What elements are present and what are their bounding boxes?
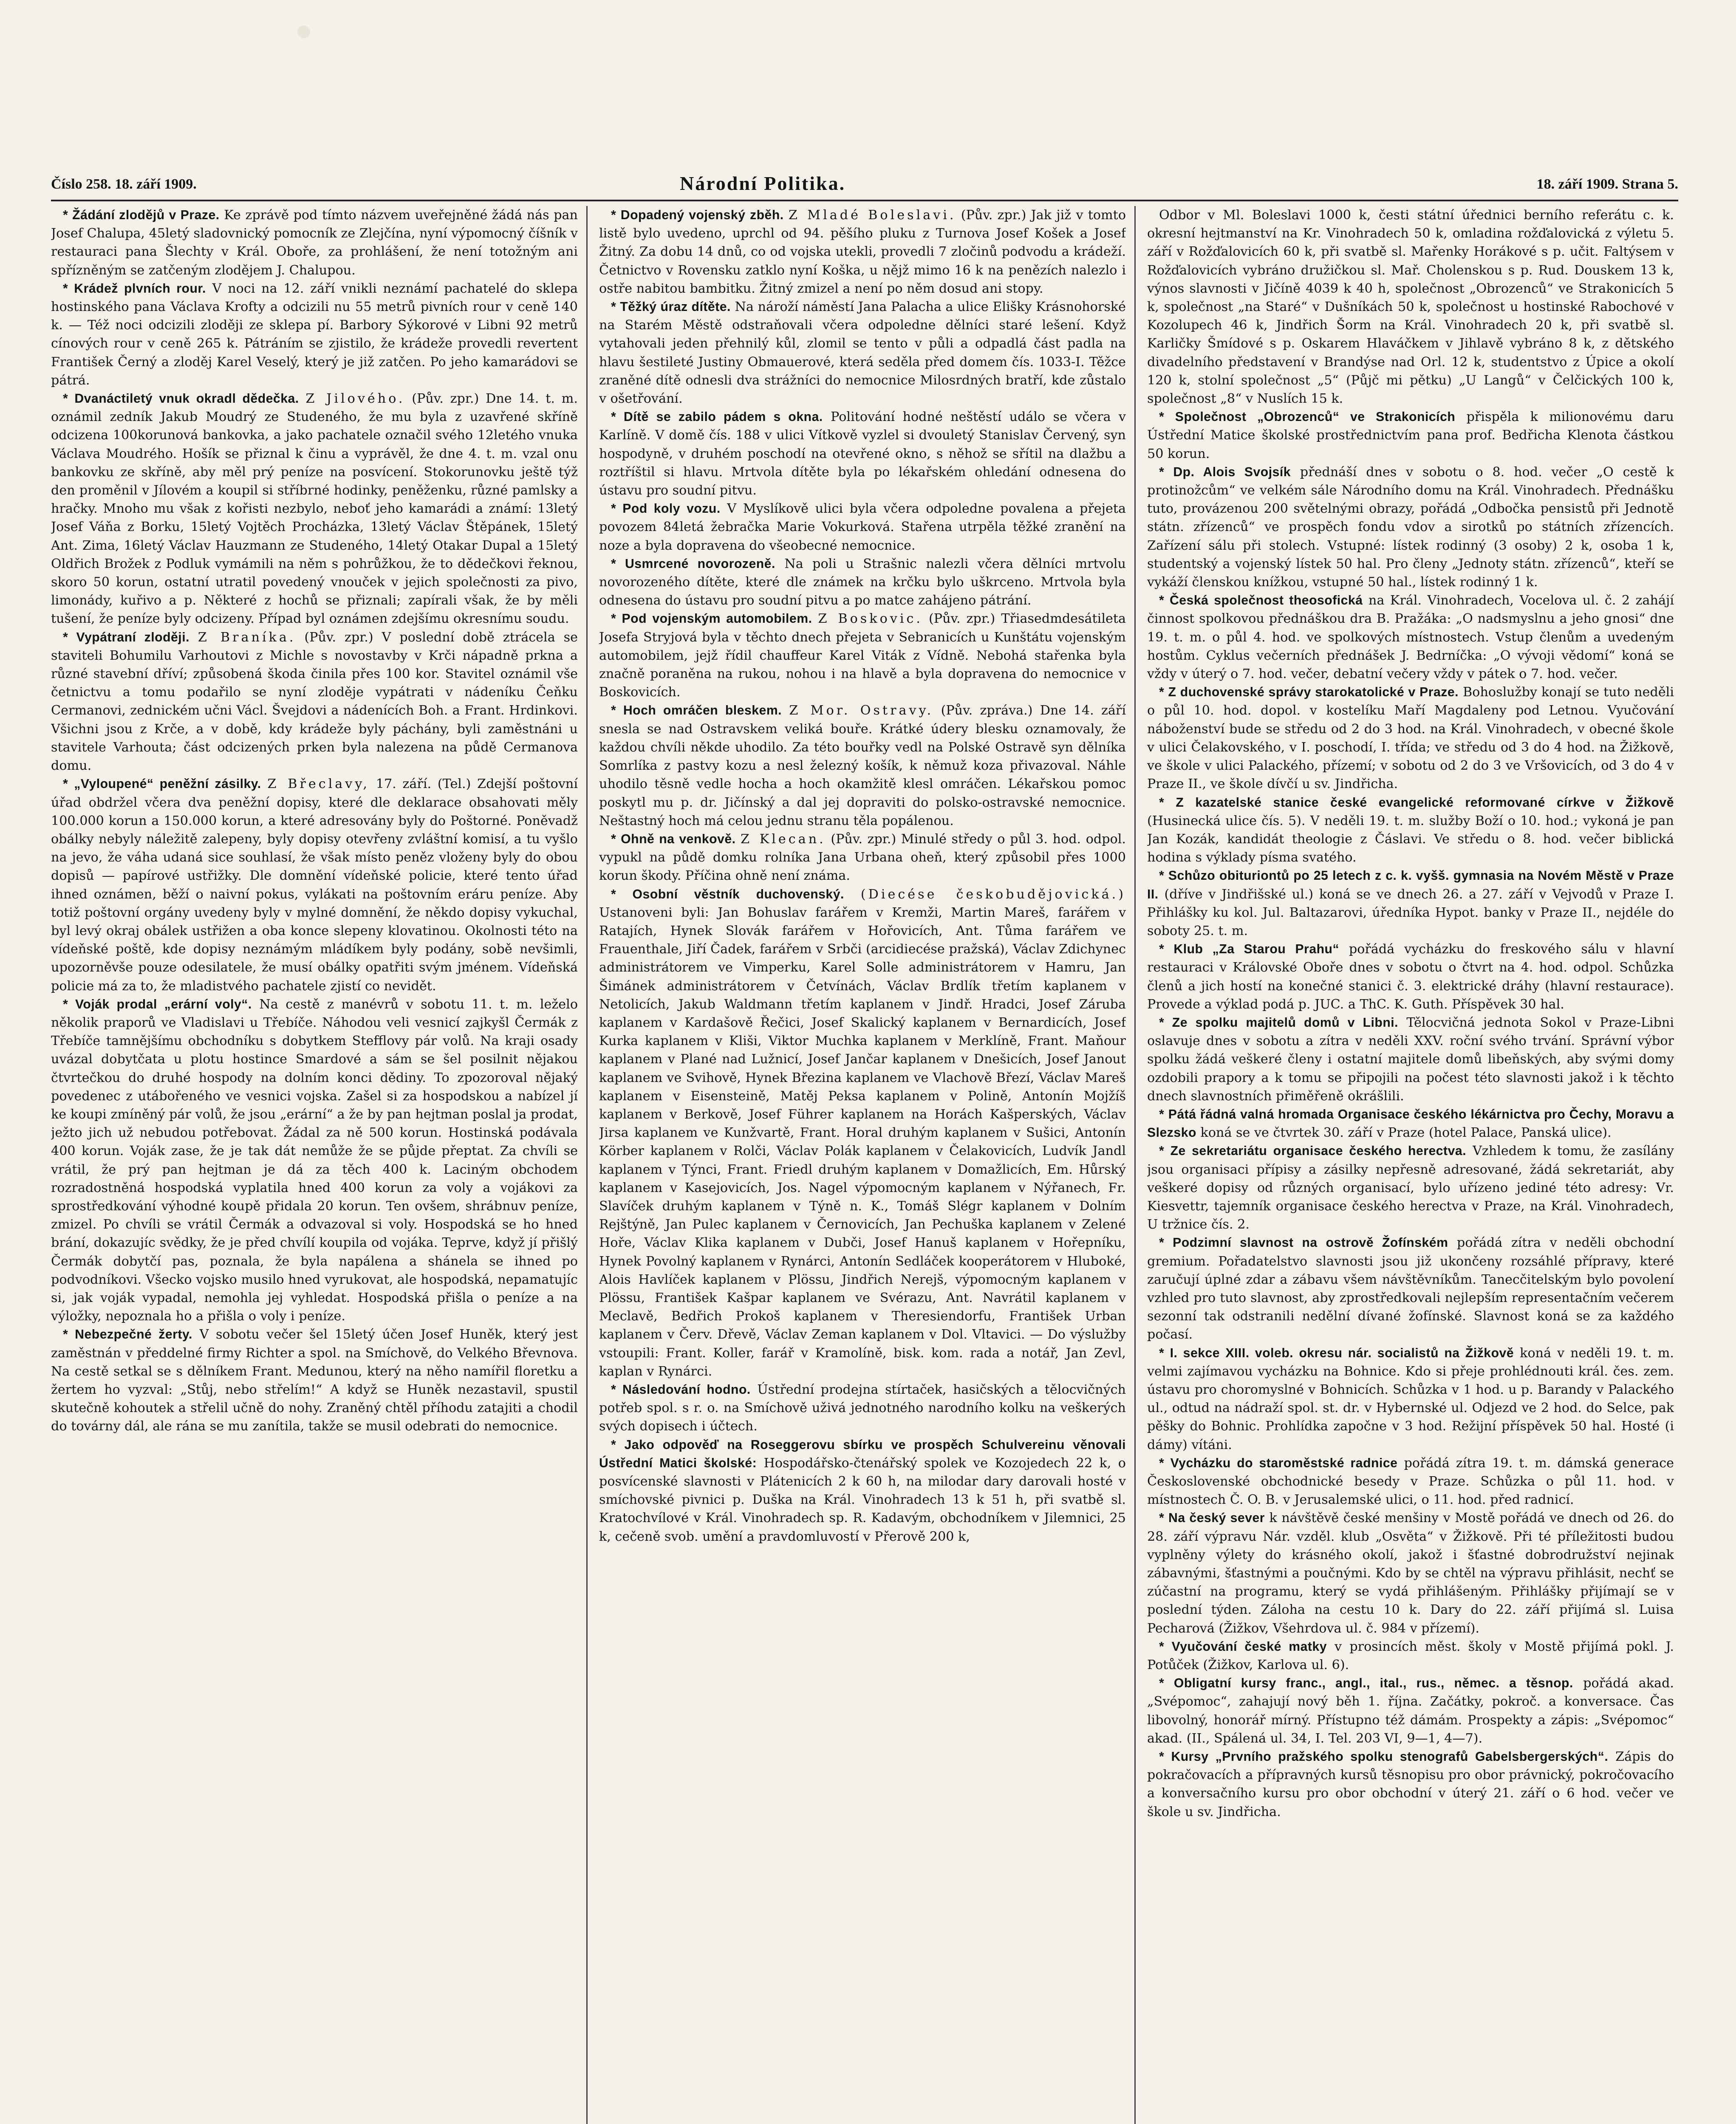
news-item-text: Hospodářsko-čtenářský spolek ve Kozojedech 22 k, o posvícenské slavnosti v Plátenicích 2 k 60 h, na milodar dary darovali hosté v smíchovské pivnici p. Duška na Král. Vinohradech 13 k 51 h, při svatbě sl. Kratochvílové v Král. Vinohradech sp. R. Kadavým, obchodníkem v Jilemnici, 25 k, cečeně svob. umění a pravdomluvostí v Přerově 200 k, bbox=[599, 1455, 1126, 1544]
news-item-place: Z Jilového. bbox=[305, 391, 405, 407]
page-header bbox=[51, 172, 1678, 202]
news-item-text: (Pův. zpráva.) Dne 14. září snesla se nad Ostravskem veliká bouře. Krátké údery blesku oznamovaly, že každou chvíli někde uhodilo. Za této bouřky vedl na Polské Ostravě syn dělníka Somrlíka z pastvy kozu a nesl železný košík, k němuž koza přivazoval. Náhle uhodilo těsně vedle hocha a hoch okamžitě klesl omráčen. Lékařskou pomoc poskytl mu p. dr. Jičínský a dal jej dopraviti do polsko-ostravské nemocnice. Neštastný hoch má celou jednu stranu těla popálenou. bbox=[599, 703, 1126, 828]
news-item bbox=[599, 1436, 1126, 1546]
news-item bbox=[1147, 1234, 1674, 1344]
news-item-text: V noci na 12. září vnikli neznámí pachatelé do sklepa hostinského pana Václava Krofty a odcizili nu 55 metrů pivních rour v ceně 140 k. — Též noci odcizili zloději ze sklepa pí. Barbory Sýkorové v Libni 92 metrů cínových rour v ceně 265 k. Pátráním se zjistilo, že krádeže provedli revertent František Černý a zloděj Karel Veselý, který je již zatčen. Po jeho kamarádovi se pátrá. bbox=[51, 281, 578, 388]
news-item-heading: * Pod koly vozu. bbox=[611, 502, 721, 516]
news-item bbox=[599, 206, 1126, 298]
news-item-text: Ke zprávě pod tímto názvem uveřejněné žádá nás pan Josef Chalupa, 45letý sladovnický pomocník ze Zlejčína, nyní výpomocný číšník v restauraci pana Šlechty v Král. Oboře, za prohlášení, že není totožným ani spřízněným se zatčeným zlodějem J. Chalupou. bbox=[51, 208, 578, 278]
news-item-text: V sobotu večer šel 15letý účen Josef Huněk, který jest zaměstnán v předdelné firmy Richter a spol. na Smíchově, do Velkého Břevnova. Na cestě setkal se s dělníkem Frant. Medunou, který na něho namířil floretku a žertem ho vyzval: „Stůj, nebo střelím!“ A když se Huněk nezastavil, spustil skutečně kohoutek a střelil učně do nohy. Zraněný chtěl příhodu zatajiti a chodil do továrny dál, ale rána se mu zanítila, takže se musil odebrati do nemocnice. bbox=[51, 1327, 578, 1434]
news-item-place: Z Boskovic. bbox=[818, 611, 923, 627]
news-item-text: koná v neděli 19. t. m. velmi zajímavou vycházku na Bohnice. Kdo si přeje prohlédnouti král. čes. zem. ústavu pro choromyslné v Bohnicích. Schůzka v 1 hod. u p. Barandy v Palackého ul., odtud na nádraží spol. st. dr. v Hybernské ul. Odjezd ve 2 hod. do Selce, pak pěšky do Bohnic. Prohlídka započne v 3 hod. Režijní příspěvek 50 hal. Hosté (i dámy) vítáni. bbox=[1147, 1345, 1674, 1452]
news-item-heading: * Kursy „Prvního pražského spolku stenografů Gabelsbergerských“. bbox=[1159, 1750, 1609, 1764]
news-item bbox=[599, 1381, 1126, 1436]
news-item-text: pořádá akad. „Svépomoc“, zahajují nový běh 1. října. Začátky, pokroč. a konversace. Čas libovolný, honorář mírný. Přístupno též dámám. Prospekty a zápis: „Svépomoc“ akad. (II., Spálená ul. 34, I. Tel. 203 VI, 9—1, 4—7). bbox=[1147, 1676, 1674, 1746]
news-item-text: Na nároží náměstí Jana Palacha a ulice Elišky Krásnohorské na Starém Městě odstraňovali včera odpoledne dělníci staré lešení. Když vytahovali jeden přehnilý kůl, zlomil se tento v půli a odpadlá část padla na hlavu šestileté Justiny Obmauerové, která seděla před domem čís. 1033-I. Těžce zraněné dítě odnesli dva strážníci do nemocnice Milosrdných bratří, kde zůstalo v ošetřování. bbox=[599, 299, 1126, 407]
column-3 bbox=[1147, 206, 1674, 2124]
news-item-text: Na poli u Strašnic nalezli včera dělníci mrtvolu novorozeného dítěte, které dle známek na krčku bylo uškrceno. Mrtvola byla odnesena do ústavu pro soudní pitvu a po matce zahájeno pátrání. bbox=[599, 556, 1126, 608]
news-item bbox=[51, 628, 578, 775]
news-item-heading: * „Vyloupené“ peněžní zásilky. bbox=[63, 777, 261, 791]
news-item-heading: * I. sekce XIII. voleb. okresu nár. socialistů na Žižkově bbox=[1159, 1346, 1514, 1360]
news-item bbox=[1147, 1638, 1674, 1674]
column-1 bbox=[51, 206, 578, 2124]
news-item-heading: * Schůzo obituriontů po 25 letech z c. k. vyšš. gymnasia na Novém Městě v Praze II. bbox=[1147, 869, 1674, 901]
news-item bbox=[1147, 794, 1674, 867]
news-item-text: na Král. Vinohradech, Vocelova ul. č. 2 zahájí činnost spolkovou přednáškou dra B. Pražáka: „O nadsmyslnu a jeho gnosi“ dne 19. t. m. o půl 4. hod. ve spolkových místnostech. Vstup členům a uvedeným hostům. Cyklus večerních přednášek J. Bedrníčka: „O vývoji vědomí“ koná se vždy v úterý o 7. hod. večer, debatní večery vždy v pátek o 7. hod. večer. bbox=[1147, 593, 1674, 682]
date-and-page: 18. září 1909. Strana 5. bbox=[1536, 176, 1678, 192]
news-item-heading: * Hoch omráčen bleskem. bbox=[611, 703, 782, 718]
news-item bbox=[1147, 940, 1674, 1014]
news-item-text: Tělocvičná jednota Sokol v Praze-Libni oslavuje dnes v sobotu a zítra v neděli XXV. roční svého trvání. Správní výbor spolku žádá veškeré členy i ostatní majitele domů libeňských, aby svými domy ozdobili prapory a k tomu se připojili na počest této slavnosti jakož i k těchto dnech slavnostních přiměřeně okrášlili. bbox=[1147, 1015, 1674, 1104]
ink-speck bbox=[297, 25, 310, 38]
news-item-heading: * Na český sever bbox=[1159, 1511, 1265, 1525]
news-item-text: Zápis do pokračovacích a přípravných kursů těsnopisu pro obor právnický, pokročovacího a konversačního kursu pro obor obchodní v úterý 21. září o 6 hod. večer ve škole u sv. Jindřicha. bbox=[1147, 1749, 1674, 1819]
news-item bbox=[599, 701, 1126, 830]
news-item-text: Ústřední prodejna stírtaček, hasičských a tělocvičných potřeb spol. s r. o. na Smíchově uživá jednotného narodního kolku na veškerých svých dopisech i účtech. bbox=[599, 1382, 1126, 1434]
news-item-place: (Diecése českobudějovická.) bbox=[860, 887, 1126, 902]
news-item bbox=[599, 408, 1126, 500]
news-item-text: 17. září. (Tel.) Zdejší poštovní úřad obdržel včera dva peněžní dopisy, které dle deklarace obsahovati měly 100.000 korun a 150.000 korun, a které adresovány byly do Poštorné. Poněvadž obálky nebyly náležitě zalepeny, byly dopisy otevřeny zvláštní komisí, a tu vyšlo na jevo, že váha udaná sice souhlasí, že však místo peněz vloženy byly do obou dopisů — papírové ustřižky. Dle domnění vídeňské policie, které tento úřad ihned oznámen, běží o naivní pokus, vylákati na poštovním eráru peníze. Aby totiž poštovní orgány uvedeny byly v mylné domnění, že někdo dopisy vykuchal, byl levý okraj obálek ustřižen a oba konce slepeny klovatinou. Okolnosti této na vídeňské poště, kde dopisy neznámým mládíkem byly podány, sobě nevšimli, upozorněvše pouze odesilatele, že musí obálky opatřiti svým jménem. Vídeňská policie má za to, že mladistvého pachatele zjistí co nevidět. bbox=[51, 777, 578, 994]
news-item-text: (Pův. zpr.) V poslední době ztrácela se staviteli Bohumilu Varhoutovi z Michle s novostavby v Krči nápadně prkna a různé stavební dříví; způsobená škoda činila přes 100 kor. Stavitel oznámil vše četnictvu a tomu podařilo se nyní zloděje vypátrati v nádeníku Čeňku Cermanovi, zednickém učni Václ. Švejdovi a nádenících Boh. a Frant. Hrdinkovi. Všichni jsou z Krče, a v době, kdy krádeže byly páchány, byli zaměstnáni u stavitele Varhouta; část odcizených prken byla nalezena na půdě Cermanova domu. bbox=[51, 630, 578, 774]
news-item-heading: * Osobní věstník duchovenský. bbox=[611, 887, 844, 901]
news-item-place: Z Mladé Boleslavi. bbox=[788, 208, 956, 223]
news-item-text: Politování hodné neštěstí událo se včera v Karlíně. V domě čís. 188 v ulici Vítkově vyzlel si dvouletý Stanislav Červený, syn hospodyně, v druhém poschodí na otevřené okno, s něhož se sřítil na dlažbu a roztříštil si hlavu. Mrtvola dítěte byla po lékařském ohledání odnesena do ústavu pro soudní pitvu. bbox=[599, 410, 1126, 498]
news-item-text: přispěla k milionovému daru Ústřední Matice školské prostřednictvím pana prof. Bedřicha Klenota částkou 50 korun. bbox=[1147, 410, 1674, 461]
news-item-text: přednáší dnes v sobotu o 8. hod. večer „O cestě k protinožcům“ ve velkém sále Národního domu na Král. Vinohradech. Přednášku tuto, provázenou 200 světelnými obrazy, pořádá „Odbočka pensistů při Jednotě státn. zřízenců“ ve prospěch fondu vdov a sirotků po státních zřízencích. Zařízení sálu při stolech. Vstupné: lístek rodinný (3 osoby) 2 k, osoba 1 k, studentský a vojenský lístek 50 hal. Pro členy „Jednoty státn. zřízenců“, kteří se vykáží členskou knížkou, vstupné 50 hal., lístek rodinný 1 k. bbox=[1147, 464, 1674, 590]
news-item bbox=[599, 885, 1126, 1381]
news-item-heading: * Dopadený vojenský zběh. bbox=[611, 208, 784, 222]
news-item-heading: * Vypátraní zloději. bbox=[63, 630, 189, 644]
news-item bbox=[599, 298, 1126, 408]
news-item-heading: * Usmrcené novorozeně. bbox=[611, 556, 775, 571]
news-item-heading: * Vyučování české matky bbox=[1159, 1639, 1327, 1654]
news-item-place: Z Břeclavy, bbox=[267, 777, 370, 792]
news-item-heading: * Česká společnost theosofická bbox=[1159, 593, 1363, 608]
news-item-text: (dříve v Jindřišské ul.) koná se ve dnech 26. a 27. září v Vejvodů v Praze I. Přihlášky ku kol. Jul. Baltazarovi, úředníka Hypot. banky v Praze II., nejdéle do soboty 25. t. m. bbox=[1147, 887, 1674, 938]
news-item-heading: * Nebezpečné žerty. bbox=[63, 1328, 192, 1342]
news-item-heading: * Dítě se zabilo pádem s okna. bbox=[611, 410, 823, 424]
header-rule bbox=[51, 200, 1678, 201]
column-divider bbox=[1134, 206, 1136, 2124]
news-item-text: koná se ve čtvrtek 30. září v Praze (hotel Palace, Panská ulice). bbox=[1200, 1125, 1612, 1141]
news-item-heading: * Vycházku do staroměstské radnice bbox=[1159, 1456, 1398, 1470]
news-item bbox=[1147, 867, 1674, 940]
news-item-text: V Myslíkově ulici byla včera odpoledne povalena a přejeta povozem 84letá žebračka Marie Vokurková. Stařena utrpěla těžké zranění na noze a byla dopravena do všeobecné nemocnice. bbox=[599, 501, 1126, 553]
news-item-heading: * Dp. Alois Svojsík bbox=[1159, 465, 1291, 479]
column-divider bbox=[586, 206, 588, 2124]
news-item-text: Vzhledem k tomu, že zasílány jsou organisaci přípisy a zásilky nepřesně adresované, žádá sekretariát, aby veškeré dopisy od různých organisací, bylo uřízeno jediné této adresy: Vr. Kiesvettr, tajemník organisace českého herectva v Praze, na Král. Vinohradech, U tržnice čís. 2. bbox=[1147, 1144, 1674, 1232]
news-item bbox=[1147, 1105, 1674, 1142]
news-item-text: pořádá vycházku do freskového sálu v hlavní restauraci v Královské Oboře dnes v sobotu o čtvrt na 4. hod. odpol. Schůzka členů a jich hostí na konečné stanici č. 3. elektrické dráhy (hlavní restaurace). Provede a výklad podá p. JUC. a ThC. K. Guth. Příspěvek 30 hal. bbox=[1147, 942, 1674, 1012]
news-item-text: (Pův. zpr.) Třiasedmdesátileta Josefa Stryjová byla v těchto dnech přejeta v Sebranicích u Kunštátu vojenským automobilem, jejž řídil chauffeur Karel Viták z Vídně. Nebohá stařenka byla značně poraněna na rukou, nohou i na hlavě a byla dopravena do nemocnice v Boskovicích. bbox=[599, 611, 1126, 700]
column-2 bbox=[599, 206, 1126, 2124]
news-item bbox=[1147, 1014, 1674, 1105]
news-item-heading: * Žádání zlodějů v Praze. bbox=[63, 208, 220, 222]
news-item bbox=[599, 830, 1126, 885]
news-item bbox=[1147, 1674, 1674, 1748]
news-item-text: (Pův. zpr.) Jak již v tomto listě bylo uvedeno, uprchl od 94. pěšího pluku z Turnova Josef Košek a Josef Žitný. Za dobu 14 dnů, co od vojska utekli, provedli 7 zločinů podvodu a krádeží. Četnictvo v Rovensku zatklo nyní Koška, u nějž mimo 16 k na penězích nalezlo i ostře nabitou bambitku. Žitný zmizel a není po něm dosud ani stopy. bbox=[599, 208, 1126, 296]
news-item bbox=[599, 610, 1126, 701]
news-item-heading: * Ze sekretariátu organisace českého herectva. bbox=[1159, 1144, 1467, 1158]
news-item-text: v prosincích měst. školy v Mostě přijímá pokl. J. Potůček (Žižkov, Karlova ul. 6). bbox=[1147, 1639, 1674, 1673]
news-item-text: (Husinecká ulice čís. 5). V neděli 19. t. m. služby Boží o 10. hod.; vykoná je pan Jan Kozák, kandidát theologie z Čáslavi. Ve středu o 8. hod. večer biblická hodina s výklady písma svatého. bbox=[1147, 813, 1674, 865]
news-item-heading: * Z kazatelské stanice české evangelické reformované církve v Žižkově bbox=[1159, 795, 1674, 810]
news-item-heading: * Pod vojenským automobilem. bbox=[611, 612, 812, 626]
news-item-heading: * Klub „Za Starou Prahu“ bbox=[1159, 942, 1340, 957]
news-item-heading: * Z duchovenské správy starokatolické v Praze. bbox=[1159, 685, 1459, 700]
news-item bbox=[51, 206, 578, 280]
news-item-place: Z Mor. Ostravy. bbox=[789, 703, 934, 718]
issue-number: Číslo 258. 18. září 1909. bbox=[51, 176, 197, 192]
news-item bbox=[51, 775, 578, 995]
news-item-text: Odbor v Ml. Boleslavi 1000 k, česti státní úřednici berního referátu c. k. okresní hejtmanství na Kr. Vinohradech 50 k, omladina rožďalovická z výletu 5. září v Rožďalovicích 60 k, při svatbě sl. Mařenky Horákové s p. učit. Faltýsem v Rožďalovicích vybráno družičkou sl. Mař. Cholenskou s p. Rud. Douskem 13 k, výnos slavnosti v Jičíně 4039 k 40 h, společnost „Obrozenců“ ve Strakonicích 5 k, společnost „na Staré“ v Dušníkách 50 k, společnost u hostinské Rabochové v Kozolupech 46 k, Jindřich Šorm na Král. Vinohradech 20 k, při svatbě sl. Karličky Šmídové s p. Oskarem Hlaváčkem v Jihlavě vybráno 8 k, z dětského divadelního představení v Brandýse nad Orl. 12 k, studentstvo z Úpice a okolí 120 k, stolní společnost „5“ (Půjč mi pětku) „U Langů“ v Čelčických 100 k, společnost „8“ v Nuslích 15 k. bbox=[1147, 208, 1674, 407]
news-item-text: Ustanoveni byli: Jan Bohuslav farářem v Kremži, Martin Mareš, farářem v Ratajích, Hynek Slovák farářem v Hořovicích, Ant. Tůma farářem ve Frauenthale, Jiří Čadek, farářem v Srbči (arcidiecése pražská), Václav Zdichynec administrátorem ve Vimperku, Karel Solle administrátorem v Hamru, Jan Šimánek administrátorem v Četvínách, Václav Brdlík třetím kaplanem v Netolicích, Jakub Waldmann třetím kaplanem v Jindř. Hradci, Josef Záruba kaplanem v Kardašově Řečici, Josef Skalický kaplanem v Bernardicích, Josef Kurka kaplanem v Kliši, Viktor Muchka kaplanem v Merklíně, Frant. Maňour kaplanem v Plané nad Lužnicí, Josef Jančar kaplanem v Dnešicích, Josef Janout kaplanem ve Svihově, Hynek Březina kaplanem ve Vlachově Březí, Václav Mareš kaplanem v Eisensteině, Matěj Peksa kaplanem v Polině, Antonín Mojžíš kaplanem v Berkově, Josef Führer kaplanem na Horách Kašperských, Václav Jirsa kaplanem ve Kunžvartě, Frant. Horal druhým kaplanem v Sušici, Antonín Körber kaplanem v Rolči, Václav Polák kaplanem v Čelakovicích, Ludvík Jandl kaplanem v Týnci, Frant. Friedl druhým kaplanem v Domažlicích, Em. Hůrský kaplanem v Kasejovicích, Jos. Nagel výpomocným kaplanem v Nýřanech, Fr. Slavíček druhým kaplanem v Týně n. K., Tomáš Slégr kaplanem v Dolním Rejštýně, Jan Pulec kaplanem v Černovicích, Jan Pechuška kaplanem v Zelené Hoře, Václav Klika kaplanem v Dubči, Josef Hanuš kaplanem v Hořepníku, Hynek Povolný kaplanem v Rynárci, Antonín Sedláček kooperátorem v Hluboké, Alois Havlíček kaplanem v Plössu, Jindřich Nerejš, výpomocným kaplanem v Plössu, František Kašpar kaplanem ve Svérazu, Ant. Navrátil kaplanem v Meclavě, Bedřich Prokoš kaplanem v Theresiendorfu, František Urban kaplanem v Červ. Dřevě, Václav Zeman kaplanem v Dol. Vltavici. — Do výslužby vstoupili: Frant. Koller, farář v Kramolíně, bisk. kom. rada a notář, Jan Zevl, kaplan v Rynárci. bbox=[599, 905, 1126, 1379]
news-item bbox=[1147, 206, 1674, 408]
news-item bbox=[1147, 683, 1674, 793]
news-item bbox=[1147, 1344, 1674, 1454]
news-item-heading: * Ze spolku majitelů domů v Libni. bbox=[1159, 1015, 1399, 1030]
news-item-text: pořádá zítra 19. t. m. dámská generace Československé obchodnické besedy v Praze. Schůzka o půl 11. hod. v místnostech Č. O. B. v Jerusalemské ulici, o 11. hod. před radnicí. bbox=[1147, 1455, 1674, 1508]
newspaper-title: Národní Politika. bbox=[680, 172, 846, 194]
news-item-text: Na cestě z manévrů v sobotu 11. t. m. leželo několik praporů ve Vladislavi u Třebíče. Náhodou veli vesnicí zajkyšl Čermák z Třebíče tamnějšímu obchodníku s dobytkem Stefflovy pár volů. Na kraji osady uvázal dobytčata u plotu hostince Smardové a sám se šel posilnit nějakou čtvrtečkou do druhé hospody na dolním konci dědiny. To zpozoroval nějaký povedenec z utábořeného ve vesnici vojska. Zašel si za hospodskou a nabízel jí ke koupi zmíněný pár volů, že jsou „erární“ a že by pan hejtman poslal ja prodat, ježto jich už nebudou potřebovat. Žádal za ně 500 korun. Hostinská podávala 400 korun. Voják zase, že je tak dát nemůže že se půjde přeptat. Za chvíli se vrátil, že prý pan hejtman je dá za těch 400 k. Laciným obchodem rozradostněná hospodská vyplatila hned 400 korun za voly a vojákovi za sprostředkování výhodné koupě přidala 20 korun. Ten ovšem, shrábnuv peníze, zmizel. Po chvíli se vrátil Čermák a odvazoval si voly. Hospodská se ho hned brání, dokazujíc svědky, že je před chvílí koupila od vojáka. Teprve, když jí přišlý Čermák dobytčí pas, poznala, že byla napálena a shánela se ihned po podvodníkovi. Všecko vojsko musilo hned vyrukovat, ale hospodská, nepamatujíc si, jak voják vypadal, nemohla jej vyhledat. Hospodská přišla o peníze a na výložky, nepoznala ho a přišla o voly i peníze. bbox=[51, 997, 578, 1324]
news-item-heading: * Jako odpověď na Roseggerovu sbírku ve prospěch Schulvereinu věnovali Ústřední Matici školské: bbox=[599, 1438, 1126, 1470]
news-item-heading: * Dvanáctiletý vnuk okradl dědečka. bbox=[63, 392, 299, 406]
news-item-text: Bohoslužby konají se tuto neděli o půl 10. hod. dopol. v kostelíku Maří Magdaleny pod Letnou. Vyučování náboženství bude se středu od 2 do 3 hod. na Král. Vinohradech, v obecné škole v ulici Čelakovského, v I. poschodí, I. třída; ve středu od 3 do 4 hod. na Žižkově, ve škole v ulici Palackého, přízemí; v sobotu od 2 do 3 ve Vršovicích, od 3 do 4 v Praze II., ve škole dívčí u sv. Jindřicha. bbox=[1147, 685, 1674, 792]
news-item-heading: * Pátá řádná valná hromada Organisace českého lékárnictva pro Čechy, Moravu a Slezsko bbox=[1147, 1107, 1674, 1140]
news-item-place: Z Klecan. bbox=[741, 831, 826, 847]
news-item bbox=[1147, 463, 1674, 591]
news-item-heading: * Ohně na venkově. bbox=[611, 832, 736, 846]
news-item-text: (Pův. zpr.) Minulé středy o půl 3. hod. odpol. vypukl na půdě domku rolníka Jana Urbana oheň, který způsobil přes 1000 korun škody. Příčina ohně není známa. bbox=[599, 831, 1126, 884]
news-item-heading: * Následování hodno. bbox=[611, 1383, 751, 1397]
news-item-heading: * Obligatní kursy franc., angl., ital., rus., němec. a těsnop. bbox=[1159, 1676, 1573, 1691]
news-item bbox=[1147, 1454, 1674, 1509]
news-item-heading: * Voják prodal „erární voly“. bbox=[63, 997, 252, 1011]
news-item bbox=[599, 500, 1126, 555]
news-item bbox=[51, 390, 578, 628]
news-item-heading: * Těžký úraz dítěte. bbox=[611, 300, 731, 314]
news-item-place: Z Braníka. bbox=[198, 630, 296, 645]
news-item bbox=[1147, 591, 1674, 683]
news-item-text: pořádá zítra v neděli obchodní gremium. Pořadatelstvo slavnosti jsou již ukončeny rozsáhlé přípravy, které zaručují úplné zdar a zábavu všem návštěvníkům. Tanecčitelským bylo povolení vzhled pro tuto slavnost, aby zprostředkovali nejlepším representačním večerem sezonní tak odstranili nedělní dívané žofínské. Slavnost koná se za každého počasí. bbox=[1147, 1235, 1674, 1342]
news-item bbox=[51, 1325, 578, 1435]
news-item-heading: * Krádež plvních rour. bbox=[63, 281, 206, 296]
news-item bbox=[1147, 1142, 1674, 1234]
news-item bbox=[599, 555, 1126, 610]
news-item-heading: * Podzimní slavnost na ostrově Žofínském bbox=[1159, 1236, 1448, 1250]
news-item bbox=[1147, 1748, 1674, 1821]
news-item-text: (Pův. zpr.) Dne 14. t. m. oznámil zedník Jakub Moudrý ze Studeného, že mu byla z uzavřené skříně odcizena 100korunová bankovka, a jako pachatele označil svého 12letého vnuka Václava Moudrého. Hošík se přiznal k činu a vyprávěl, že dne 4. t. m. vzal onu bankovku ze skříně, aby měl prý peníze na posvícení. Stokorunovku ještě týž den proměnil v Jílovém a koupil si stříbrné hodinky, peněženku, různé pamlsky a hračky. Mnoho mu však z kořisti nezbylo, neboť jeho kamarádi a známí: 13letý Josef Váňa z Borku, 15letý Vojtěch Procházka, 13letý Václav Štěpánek, 15letý Ant. Zima, 16letý Václav Hauzmann ze Studeného, 14letý Otakar Dupal a 15letý Oldřich Brožek z Podluk vymámili na něm s pohrůžkou, že to dědečkovi řeknou, skoro 50 korun, ostatní utratil povedený vnouček v jejich společnosti za pivo, limonády, kuřivo a p. Některé z hochů se přiznali; zapírali však, že by měli tušení, že peníze byly odcizeny. Případ byl oznámen zdejšímu okresnímu soudu. bbox=[51, 391, 578, 627]
news-item bbox=[51, 280, 578, 390]
news-item-heading: * Společnost „Obrozenců“ ve Strakonicích bbox=[1159, 410, 1456, 424]
news-item bbox=[1147, 1509, 1674, 1637]
news-item bbox=[1147, 408, 1674, 463]
news-item bbox=[51, 995, 578, 1326]
news-item-text: k návštěvě české menšiny v Mostě pořádá ve dnech od 26. do 28. září výpravu Nár. vzděl. klub „Osvěta“ v Žižkově. Při té příležitosti budou vyplněny výlety do krásného okolí, jakož i šťastné dobrodružství nejinak zábavnými, šťastnými a poučnými. Kdo by se chtěl na výpravu přihlásit, nechť se zúčastní na programu, který se vydá přihlášeným. Přihlášky přijímají se v poslední týden. Záloha na cestu 10 k. Dary do 22. září přijímá sl. Luisa Pecharová (Žižkov, Všehrdova ul. č. 984 v přízemí). bbox=[1147, 1511, 1674, 1636]
